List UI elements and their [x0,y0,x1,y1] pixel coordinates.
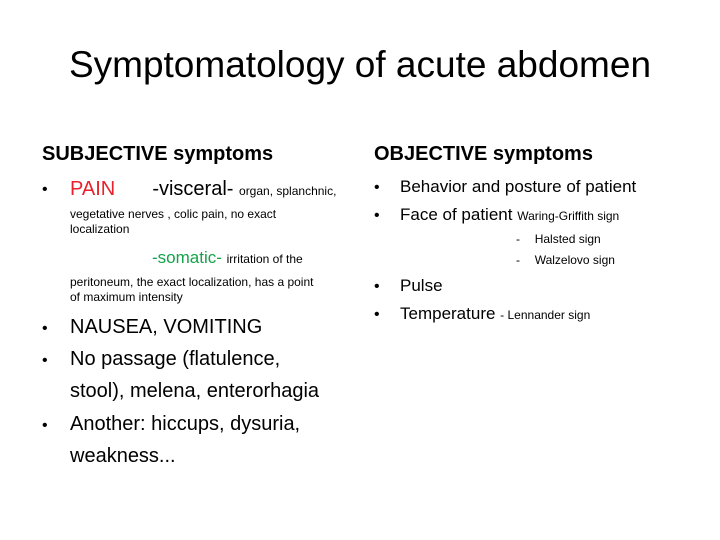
bullet-icon: • [42,181,48,198]
somatic-desc-2: peritoneum, the exact localization, has a point [70,275,314,289]
bullet-icon: • [374,207,380,224]
walzelovo-sign: Walzelovo sign [534,253,615,267]
dash-icon: - [516,232,520,246]
sub-halsted [516,232,601,246]
pain-label [70,178,336,201]
face-text: Face of patient [400,205,513,224]
objective-item-face [400,205,619,225]
visceral-desc-2: vegetative nerves , colic pain, no exact [70,207,277,221]
bullet-icon: • [374,306,380,323]
halsted-sign: Halsted sign [534,232,601,246]
subjective-heading: SUBJECTIVE symptoms [42,143,274,165]
list-item-no-passage-line1: No passage (flatulence, [70,348,281,370]
somatic-desc-1: irritation of the [226,252,303,266]
bullet-icon: • [42,352,48,369]
list-item-another-line1: Another: hiccups, dysuria, [70,413,301,435]
list-item-no-passage-line2: stool), melena, enterorhagia [70,380,320,402]
visceral-desc-3: localization [70,222,130,236]
waring-griffith-sign: Waring-Griffith sign [517,209,620,223]
objective-item-temperature [400,304,590,324]
lennander-sign: - Lennander sign [500,308,591,322]
visceral-desc-1: organ, splanchnic, [239,184,337,198]
sub-walzelovo [516,253,615,267]
bullet-icon: • [42,417,48,434]
pain-text: PAIN [70,178,116,200]
somatic-label: -somatic- [152,248,222,267]
objective-item-pulse: Pulse [400,276,443,295]
dash-icon: - [516,253,520,267]
list-item-nausea: NAUSEA, VOMITING [70,316,263,338]
visceral-label: -visceral- [152,178,234,200]
list-item-another-line2: weakness... [70,445,176,467]
somatic-line [152,248,303,268]
bullet-icon: • [374,179,380,196]
bullet-icon: • [42,320,48,337]
slide-title: Symptomatology of acute abdomen [68,44,652,85]
objective-heading: OBJECTIVE symptoms [374,143,593,165]
objective-item-behavior: Behavior and posture of patient [400,177,637,196]
bullet-icon: • [374,278,380,295]
temperature-text: Temperature [400,304,496,323]
somatic-desc-3: of maximum intensity [70,290,183,304]
